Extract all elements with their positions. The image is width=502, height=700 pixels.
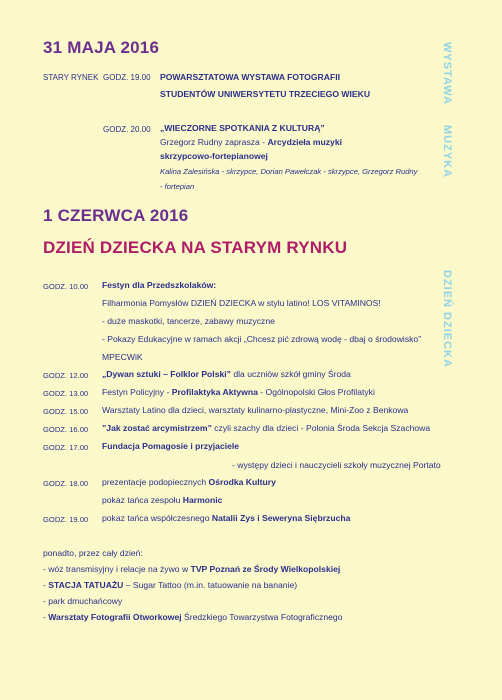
event-time: GODZ. 18.00 bbox=[43, 479, 89, 488]
event-detail: MPECWiK bbox=[102, 352, 143, 362]
side-label-muzyka: MUZYKA bbox=[441, 125, 453, 179]
item-text: - wóz transmisyjny i relacje na żywo w bbox=[43, 564, 191, 574]
event-detail: prezentacje podopiecznych bbox=[102, 477, 209, 487]
concert-program: Arcydzieła muzyki bbox=[267, 137, 342, 147]
event-title: Fundacja Pomagosie i przyjaciele bbox=[102, 441, 240, 451]
event-time: GODZ. 19.00 bbox=[103, 73, 151, 82]
event-detail: pokaz tańca zespołu bbox=[102, 495, 183, 505]
event-time: GODZ. 13.00 bbox=[43, 389, 89, 398]
venue-label: STARY RYNEK bbox=[43, 73, 99, 82]
performers-line: Kalina Zalesińska - skrzypce, Dorian Pawełczak - skrzypce, Grzegorz Rudny bbox=[160, 167, 418, 176]
event-title: „Dywan sztuki – Folklor Polski” bbox=[102, 369, 231, 379]
event-time: GODZ. 10.00 bbox=[43, 282, 89, 291]
event-detail: Filharmonia Pomysłów DZIEŃ DZIECKA w stylu latino! LOS VITAMINOS! bbox=[102, 298, 381, 308]
event-detail: - Ogólnopolski Głos Profilatyki bbox=[257, 387, 375, 397]
event-time: GODZ. 19.00 bbox=[43, 515, 89, 524]
concert-subtitle bbox=[160, 137, 342, 147]
side-label-dzien-dziecka: DZIEŃ DZIECKA bbox=[441, 270, 453, 368]
item-text: – Sugar Tattoo (m.in. tatuowanie na bananie) bbox=[123, 580, 298, 590]
event-row bbox=[102, 369, 351, 379]
event-detail: czyli szachy dla dzieci - Polonia Środa Sekcja Szachowa bbox=[211, 423, 431, 433]
event-time: GODZ. 16.00 bbox=[43, 425, 89, 434]
all-day-item bbox=[43, 580, 297, 590]
event-title: Festyn dla Przedszkolaków: bbox=[102, 280, 217, 290]
event-detail: dla uczniów szkół gminy Środa bbox=[230, 369, 351, 379]
item-text: - bbox=[43, 612, 49, 622]
all-day-item bbox=[43, 612, 342, 622]
item-highlight: TVP Poznań ze Środy Wielkopolskiej bbox=[190, 564, 341, 574]
event-detail: - duże maskotki, tancerze, zabawy muzyczne bbox=[102, 316, 275, 326]
event-row bbox=[102, 387, 375, 397]
event-detail: Warsztaty Latino dla dzieci, warsztaty kulinarno-plastyczne, Mini-Zoo z Benkowa bbox=[102, 405, 409, 415]
performers-line2: - fortepian bbox=[160, 182, 195, 191]
side-label-wystawa: WYSTAWA bbox=[441, 42, 453, 106]
all-day-item: - park dmuchańcowy bbox=[43, 596, 123, 606]
event-time: GODZ. 15.00 bbox=[43, 407, 89, 416]
concert-title: „WIECZORNE SPOTKANIA Z KULTURĄ” bbox=[160, 123, 325, 133]
childrens-day-headline: DZIEŃ DZIECKA NA STARYM RYNKU bbox=[43, 238, 348, 257]
event-row bbox=[102, 477, 276, 487]
all-day-intro: ponadto, przez cały dzień: bbox=[43, 548, 143, 558]
item-highlight: STACJA TATUAŻU bbox=[48, 580, 124, 590]
event-row bbox=[102, 423, 430, 433]
event-title: Harmonic bbox=[182, 495, 223, 505]
event-title: Natalii Zys i Seweryna Siębrzucha bbox=[211, 513, 351, 523]
event-detail: - występy dzieci i nauczycieli szkoły muzycznej Portato bbox=[232, 460, 441, 470]
item-text: Średzkiego Towarzystwa Fotograficznego bbox=[181, 612, 343, 622]
event-time: GODZ. 20.00 bbox=[103, 125, 151, 134]
exhibition-title-line2: STUDENTÓW UNIWERSYTETU TRZECIEGO WIEKU bbox=[160, 89, 371, 99]
event-time: GODZ. 17.00 bbox=[43, 443, 89, 452]
event-title: Ośrodka Kultury bbox=[208, 477, 276, 487]
item-text: - bbox=[43, 580, 49, 590]
event-detail: pokaz tańca współczesnego bbox=[102, 513, 212, 523]
date-heading-31-may: 31 MAJA 2016 bbox=[43, 38, 160, 57]
exhibition-title-line1: POWARSZTATOWA WYSTAWA FOTOGRAFII bbox=[160, 72, 340, 82]
date-heading-1-june: 1 CZERWCA 2016 bbox=[43, 206, 189, 225]
event-detail: Festyn Policyjny - bbox=[102, 387, 172, 397]
event-time: GODZ. 12.00 bbox=[43, 371, 89, 380]
concert-program-line2: skrzypcowo-fortepianowej bbox=[160, 151, 268, 161]
event-title: ”Jak zostać arcymistrzem” bbox=[102, 423, 212, 433]
event-row bbox=[102, 513, 350, 523]
item-highlight: Warsztaty Fotografii Otworkowej bbox=[48, 612, 182, 622]
event-title: Profilaktyka Aktywna bbox=[171, 387, 258, 397]
event-row bbox=[102, 495, 222, 505]
event-detail: - Pokazy Edukacyjne w ramach akcji „Chcesz pić zdrową wodę - dbaj o środowisko” bbox=[102, 334, 422, 344]
concert-host: Grzegorz Rudny zaprasza - bbox=[160, 137, 268, 147]
all-day-item bbox=[43, 564, 340, 574]
